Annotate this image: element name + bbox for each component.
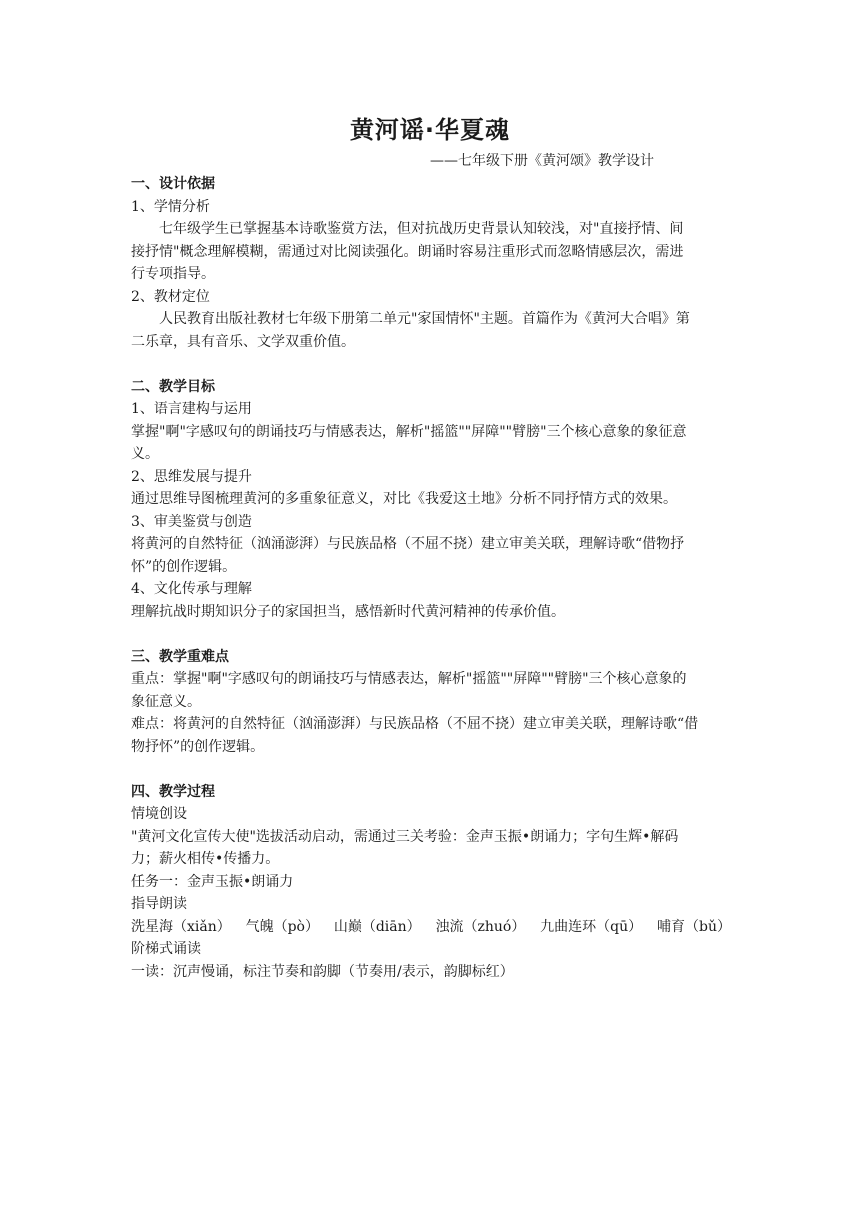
paragraph-line: 力；薪火相传•传播力。 xyxy=(131,851,280,867)
paragraph-line: 怀”的创作逻辑。 xyxy=(131,558,237,575)
paragraph-line: 二乐章，具有音乐、文学双重价值。 xyxy=(131,333,355,350)
section-heading-goals: 二、教学目标 xyxy=(131,378,215,395)
subheading-culture: 4、文化传承与理解 xyxy=(131,581,252,597)
paragraph-line: 行专项指导。 xyxy=(131,266,215,282)
document-subtitle: ——七年级下册《黄河颂》教学设计 xyxy=(430,153,654,169)
subheading-guided-reading: 指导朗读 xyxy=(131,896,187,912)
document-title: 黄河谣·华夏魂 xyxy=(349,116,511,144)
paragraph-line: 义。 xyxy=(131,446,159,462)
paragraph-line: 掌握"啊"字感叹句的朗诵技巧与情感表达，解析"摇篮""屏障""臂膀"三个核心意象的象征意 xyxy=(131,423,687,440)
pinyin-item: 山巅（diān） xyxy=(333,918,421,935)
spacer xyxy=(131,353,731,376)
section-heading-process: 四、教学过程 xyxy=(131,783,215,800)
subheading-student-analysis: 1、学情分析 xyxy=(131,198,210,215)
section-heading-key-points: 三、教学重难点 xyxy=(131,648,229,665)
spacer xyxy=(131,623,731,646)
subheading-language: 1、语言建构与运用 xyxy=(131,401,252,417)
paragraph-line: 将黄河的自然特征（汹涌澎湃）与民族品格（不屈不挠）建立审美关联，理解诗歌“借物抒 xyxy=(131,536,685,552)
task-heading: 任务一：金声玉振•朗诵力 xyxy=(131,873,294,890)
paragraph-line: 人民教育出版社教材七年级下册第二单元"家国情怀"主题。首篇作为《黄河大合唱》第 xyxy=(159,311,690,327)
spacer xyxy=(131,758,731,781)
paragraph-line: 难点：将黄河的自然特征（汹涌澎湃）与民族品格（不屈不挠）建立审美关联，理解诗歌“借 xyxy=(131,716,699,732)
subheading-aesthetics: 3、审美鉴赏与创造 xyxy=(131,513,252,530)
paragraph-line: "黄河文化宣传大使"选拔活动启动，需通过三关考验：金声玉振•朗诵力；字句生辉•解码 xyxy=(131,828,679,845)
subheading-thinking: 2、思维发展与提升 xyxy=(131,468,252,485)
document-body xyxy=(131,173,731,983)
subheading-textbook-position: 2、教材定位 xyxy=(131,288,210,305)
paragraph-line: 通过思维导图梳理黄河的多重象征意义，对比《我爱这土地》分析不同抒情方式的效果。 xyxy=(131,491,677,507)
subheading-ladder-reading: 阶梯式诵读 xyxy=(131,941,201,957)
paragraph-line: 重点：掌握"啊"字感叹句的朗诵技巧与情感表达，解析"摇篮""屏障""臂膀"三个核心意象的 xyxy=(131,671,687,687)
paragraph-line: 理解抗战时期知识分子的家国担当，感悟新时代黄河精神的传承价值。 xyxy=(131,603,565,620)
paragraph-line: 象征意义。 xyxy=(131,693,201,710)
pinyin-item: 哺育（bǔ） xyxy=(657,918,731,935)
pinyin-item: 浊流（zhuó） xyxy=(435,918,526,935)
pinyin-item: 气魄（pò） xyxy=(245,918,319,935)
pinyin-item: 洗星海（xiǎn） xyxy=(131,918,231,935)
pinyin-item: 九曲连环（qū） xyxy=(540,918,643,935)
paragraph-line: 一读：沉声慢诵，标注节奏和韵脚（节奏用/表示，韵脚标红） xyxy=(131,963,514,980)
section-heading-basis: 一、设计依据 xyxy=(131,176,215,192)
paragraph-line: 物抒怀”的创作逻辑。 xyxy=(131,738,265,755)
paragraph-line: 七年级学生已掌握基本诗歌鉴赏方法，但对抗战历史背景认知较浅，对"直接抒情、间 xyxy=(159,221,684,237)
paragraph-line: 接抒情"概念理解模糊，需通过对比阅读强化。朗诵时容易注重形式而忽略情感层次，需进 xyxy=(131,243,684,260)
subheading-scenario: 情境创设 xyxy=(131,806,187,822)
pinyin-list xyxy=(131,916,731,939)
